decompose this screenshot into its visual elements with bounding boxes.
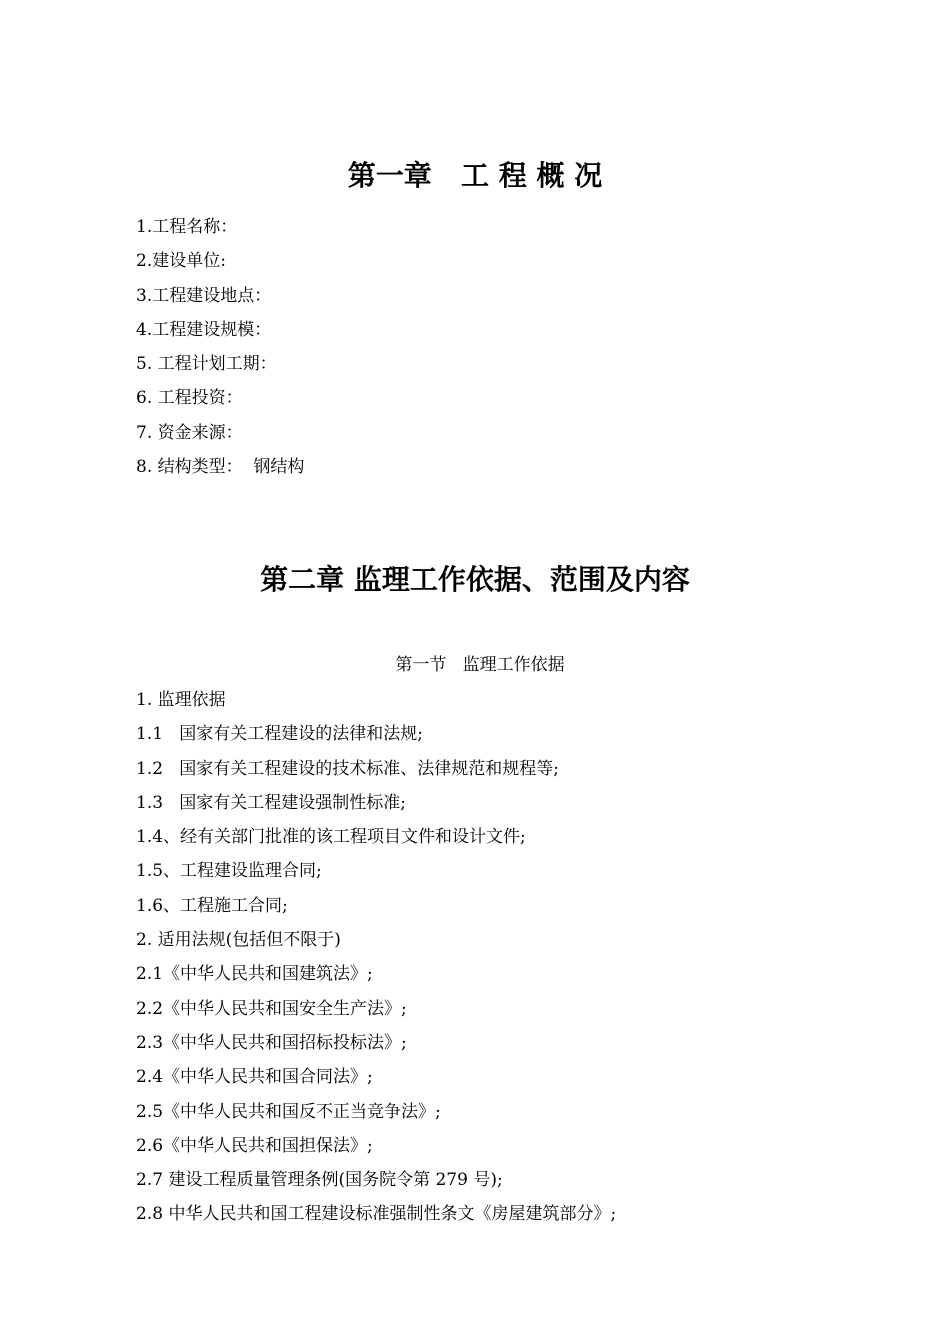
list-item: 2.5《中华人民共和国反不正当竞争法》; [136,1101,441,1122]
list-item: 1.4、经有关部门批准的该工程项目文件和设计文件; [136,827,526,848]
list-item: 6. 工程投资： [136,388,243,409]
supervision-basis-list [136,683,616,1232]
list-item: 1.2 国家有关工程建设的技术标准、法律规范和规程等; [136,758,559,779]
list-item: 1.工程名称： [136,217,238,237]
list-item: 1.6、工程施工合同; [136,895,288,916]
list-item: 7. 资金来源： [136,422,243,443]
list-item: 8. 结构类型： 钢结构 [136,457,305,478]
list-item: 2.2《中华人民共和国安全生产法》; [136,998,407,1019]
list-item: 5. 工程计划工期： [136,354,277,375]
section-1-title: 第一节 监理工作依据 [395,655,565,675]
project-overview-list [136,210,304,484]
chapter-1-title: 第一章 工 程 概 况 [347,159,603,192]
chapter-2-title: 第二章 监理工作依据、范围及内容 [260,563,690,596]
list-item: 2.建设单位: [136,251,226,272]
list-item: 3.工程建设地点： [136,285,272,306]
list-item: 2.4《中华人民共和国合同法》; [136,1067,373,1088]
list-item: 2.8 中华人民共和国工程建设标准强制性条文《房屋建筑部分》; [136,1204,617,1225]
list-item: 4.工程建设规模： [136,319,272,340]
list-item: 2. 适用法规(包括但不限于) [136,930,341,951]
list-item: 1.3 国家有关工程建设强制性标准; [136,792,406,813]
list-item: 1.5、工程建设监理合同; [136,861,322,882]
list-item: 2.6《中华人民共和国担保法》; [136,1135,373,1156]
list-item: 1. 监理依据 [136,690,226,710]
list-item: 1.1 国家有关工程建设的法律和法规; [136,724,423,745]
list-item: 2.7 建设工程质量管理条例(国务院令第 279 号); [136,1170,503,1191]
list-item: 2.1《中华人民共和国建筑法》; [136,964,373,985]
list-item: 2.3《中华人民共和国招标投标法》; [136,1032,407,1053]
